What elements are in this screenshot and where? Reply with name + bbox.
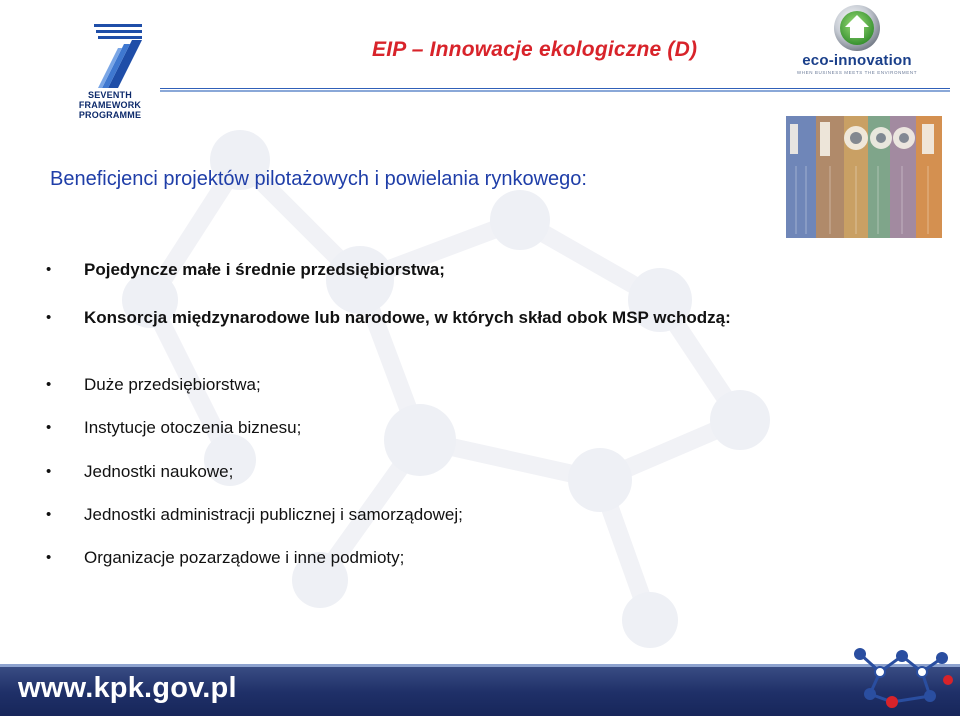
fp7-seven-graphic [62,20,158,90]
list-item-text: Instytucje otoczenia biznesu; [84,418,302,437]
bullet-dot: • [46,463,52,480]
section-heading: Beneficjenci projektów pilotażowych i powielania rynkowego: [50,168,587,190]
eco-innovation-logo-icon [787,4,927,80]
eco-logo-tagline: WHEN BUSINESS MEETS THE ENVIRONMENT [796,70,918,75]
list-item-text: Jednostki administracji publicznej i samorządowej; [84,505,463,524]
list-item-text: Jednostki naukowe; [84,462,234,481]
fp7-logo-text [62,90,158,120]
bullet-dot: • [46,376,52,393]
bullet-dot: • [46,549,52,566]
list-item-text: Organizacje pozarządowe i inne podmioty; [84,548,405,567]
list-item-text: Duże przedsiębiorstwa; [84,375,261,394]
eco-logo-word: eco-innovation [802,52,912,69]
list-item-text: Pojedyncze małe i średnie przedsiębiorstwa; [84,260,445,279]
molecule-icon [830,636,960,716]
footer-url-link[interactable]: www.kpk.gov.pl [18,672,237,704]
title-divider [160,88,950,92]
footer-stripe [0,664,960,667]
bullet-dot: • [46,419,52,436]
bullet-dot: • [46,506,52,523]
bullet-dot: • [46,309,52,326]
bullet-dot: • [46,261,52,278]
eco-logo-badge [787,4,927,54]
page-title: EIP – Innowacje ekologiczne (D) [372,38,698,61]
fp7-logo-icon [62,20,158,120]
euro-banknotes-image [786,116,942,238]
fp7-logo-line2: PROGRAMME [78,110,142,120]
list-item-text: Konsorcja międzynarodowe lub narodowe, w których skład obok MSP wchodzą: [84,308,731,327]
fp7-logo-line1: SEVENTH FRAMEWORK [78,90,142,110]
